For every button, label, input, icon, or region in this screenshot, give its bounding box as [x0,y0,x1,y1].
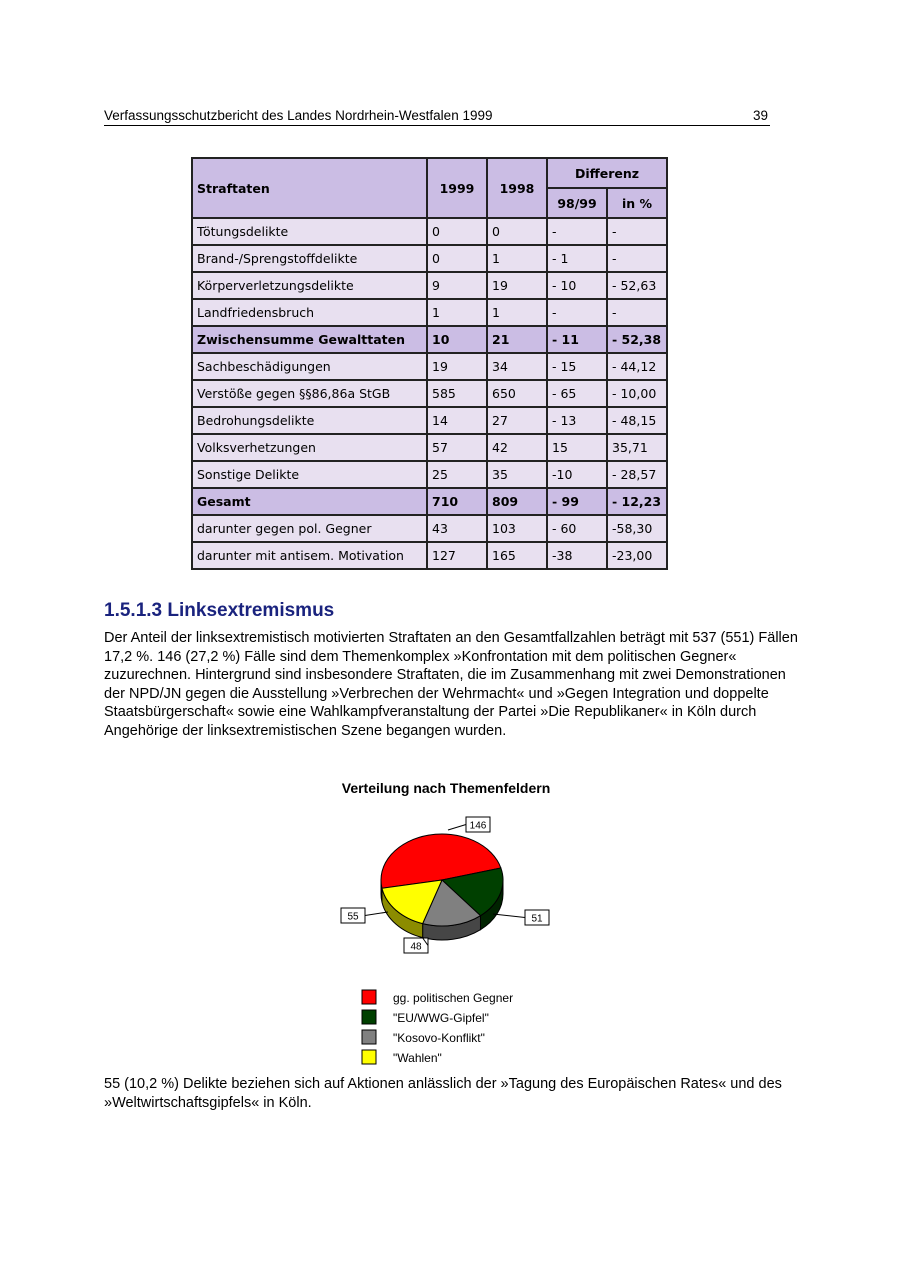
legend-label-3: "Wahlen" [393,1051,442,1065]
row-1998: 35 [487,461,547,488]
slice-value-label-1: 55 [347,911,359,923]
row-label: darunter gegen pol. Gegner [192,515,427,542]
table-header-1999: 1999 [427,158,487,218]
row-1998: 650 [487,380,547,407]
table-row [192,542,667,569]
row-pct: -23,00 [607,542,667,569]
row-label: Landfriedensbruch [192,299,427,326]
legend-label-0: gg. politischen Gegner [393,991,514,1005]
chart-title: Verteilung nach Themenfeldern [341,780,551,796]
section-heading: 1.5.1.3 Linksextremismus [104,600,335,621]
row-label: Brand-/Sprengstoffdelikte [192,245,427,272]
row-1998: 27 [487,407,547,434]
row-pct: - 52,38 [607,326,667,353]
row-1999: 43 [427,515,487,542]
row-diff: 15 [547,434,607,461]
row-1999: 14 [427,407,487,434]
table-row [192,299,667,326]
row-pct: - 52,63 [607,272,667,299]
pie-layer [381,834,503,940]
row-label: darunter mit antisem. Motivation [192,542,427,569]
table-row [192,353,667,380]
table-row [192,434,667,461]
page-header [104,106,770,126]
row-label: Volksverhetzungen [192,434,427,461]
row-label: Verstöße gegen §§86,86a StGB [192,380,427,407]
row-1999: 19 [427,353,487,380]
row-diff: - [547,299,607,326]
legend-swatch-1 [362,1010,376,1024]
row-pct: 35,71 [607,434,667,461]
row-1998: 21 [487,326,547,353]
paragraph-1: Der Anteil der linksextremistisch motivierten Straftaten an den Gesamtfallzahlen beträgt mit 537 (551) Fällen 17,2 %. 146 (27,2 %) Fälle sind dem Themenkomplex »Konfrontation mit dem politischen Gegner« zuzurechnen. Hintergrund sind insbesondere Straftaten, die im Zusammenhang mit zwei Demonstrationen der NPD/JN gegen die Ausstellung »Verbrechen der Wehrmacht« und »Gegen Integration und doppelte Staatsbürgerschaft« sowie eine Wahlkampfveranstaltung der Partei »Die Republikaner« in Köln durch Angehörige der linksextremistischen Szene begangen wurden. [104,630,798,739]
legend-label-2: "Kosovo-Konflikt" [393,1031,485,1045]
row-1998: 1 [487,245,547,272]
row-diff: - 15 [547,353,607,380]
row-1998: 809 [487,488,547,515]
row-diff: - 1 [547,245,607,272]
row-1999: 1 [427,299,487,326]
row-1998: 0 [487,218,547,245]
row-pct: - 28,57 [607,461,667,488]
row-diff: -10 [547,461,607,488]
row-1999: 710 [427,488,487,515]
row-1999: 57 [427,434,487,461]
row-pct: - 48,15 [607,407,667,434]
row-1999: 9 [427,272,487,299]
slice-leader-0 [448,825,466,831]
row-diff: - 99 [547,488,607,515]
table-header-diff-pct: in % [607,188,667,218]
legend-swatch-0 [362,990,376,1004]
row-diff: -38 [547,542,607,569]
paragraph-2: 55 (10,2 %) Delikte beziehen sich auf Aktionen anlässlich der »Tagung des Europäischen Rates« und des »Weltwirtschaftsgipfels« in Köln. [104,1076,782,1111]
table-header-differenz: Differenz [547,158,667,188]
row-label: Körperverletzungsdelikte [192,272,427,299]
row-label: Bedrohungsdelikte [192,407,427,434]
row-1999: 10 [427,326,487,353]
page-number: 39 [752,108,768,123]
row-diff: - 11 [547,326,607,353]
table-row [192,272,667,299]
row-pct: - [607,299,667,326]
row-diff: - 60 [547,515,607,542]
table-row-subtotal [192,326,667,353]
row-1999: 585 [427,380,487,407]
slice-leader-3 [493,914,525,918]
row-diff: - 10 [547,272,607,299]
table-header-straftaten: Straftaten [192,158,427,218]
row-pct: -58,30 [607,515,667,542]
row-1999: 0 [427,218,487,245]
row-pct: - 10,00 [607,380,667,407]
row-1998: 103 [487,515,547,542]
slice-value-label-0: 146 [469,820,487,832]
row-1999: 0 [427,245,487,272]
row-1998: 19 [487,272,547,299]
pie-chart [300,772,600,1072]
row-1998: 165 [487,542,547,569]
row-pct: - [607,218,667,245]
row-pct: - [607,245,667,272]
row-label: Zwischensumme Gewalttaten [192,326,427,353]
table-row [192,515,667,542]
legend-layer [362,990,513,1065]
header-title: Verfassungsschutzbericht des Landes Nordrhein-Westfalen 1999 [104,108,493,123]
row-1998: 1 [487,299,547,326]
row-label: Gesamt [192,488,427,515]
table-row [192,380,667,407]
table-row [192,407,667,434]
legend-label-1: "EU/WWG-Gipfel" [393,1011,489,1025]
row-label: Tötungsdelikte [192,218,427,245]
slice-value-label-2: 48 [410,941,422,953]
offenses-table [191,157,668,570]
row-label: Sachbeschädigungen [192,353,427,380]
row-pct: - 44,12 [607,353,667,380]
slice-leader-1 [365,912,388,916]
table-header-diff-abs: 98/99 [547,188,607,218]
slice-value-label-3: 51 [531,913,543,925]
row-diff: - 13 [547,407,607,434]
table-row-total [192,488,667,515]
row-1998: 34 [487,353,547,380]
row-1999: 25 [427,461,487,488]
table-row [192,461,667,488]
row-pct: - 12,23 [607,488,667,515]
legend-swatch-3 [362,1050,376,1064]
row-1999: 127 [427,542,487,569]
row-label: Sonstige Delikte [192,461,427,488]
row-1998: 42 [487,434,547,461]
table-row [192,245,667,272]
table-row [192,218,667,245]
row-diff: - [547,218,607,245]
legend-swatch-2 [362,1030,376,1044]
row-diff: - 65 [547,380,607,407]
table-header-1998: 1998 [487,158,547,218]
